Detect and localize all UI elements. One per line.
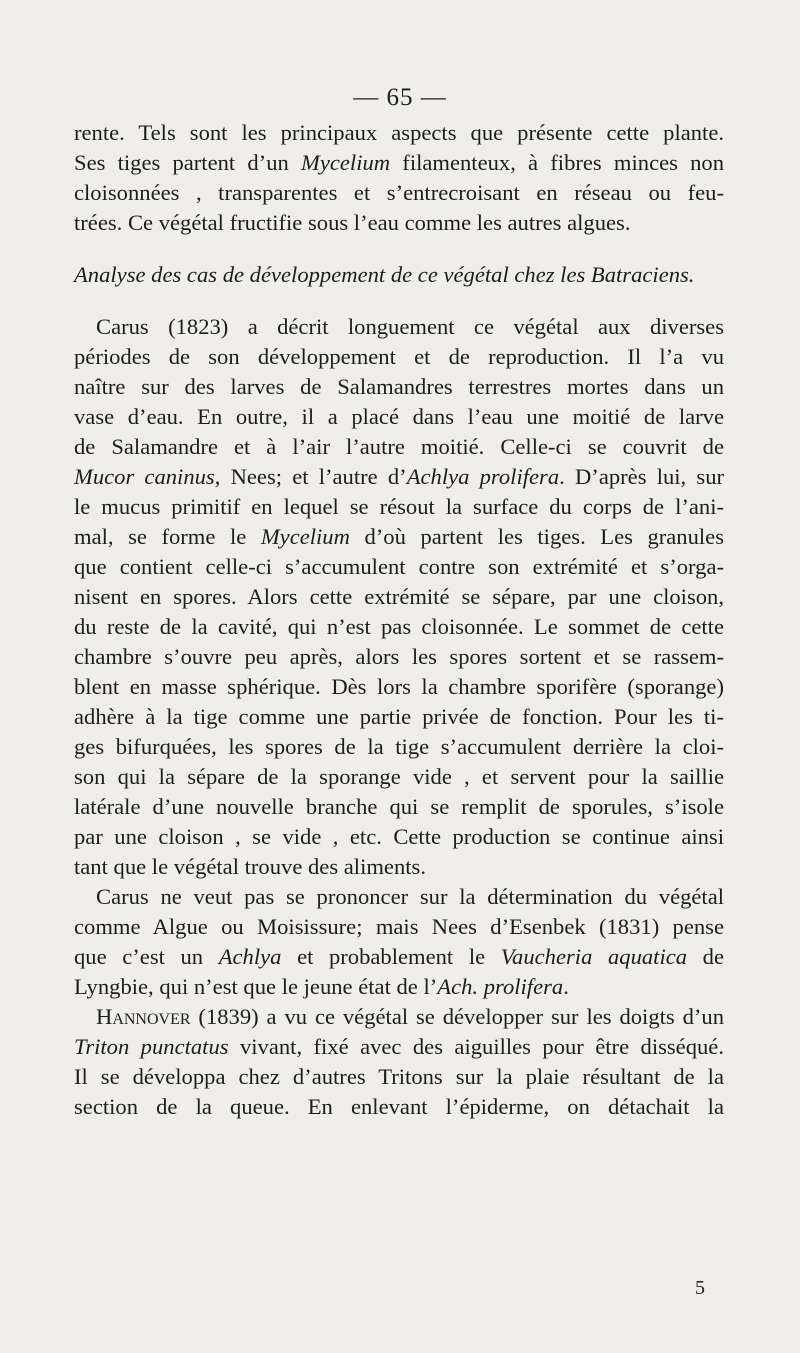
text-line: que contient celle-ci s’accumulent contre son extrémité et s’orga- (74, 554, 724, 579)
text-line: Il se développa chez d’autres Tritons sur la plaie résultant de la (74, 1064, 724, 1089)
text-line: chambre s’ouvre peu après, alors les spores sortent et se rassem- (74, 644, 724, 669)
text-line: périodes de son développement et de reproduction. Il l’a vu (74, 344, 724, 369)
author-name: Hannover (96, 1004, 191, 1029)
text-line: rente. Tels sont les principaux aspects que présente cette plante. (74, 120, 724, 145)
text-line: Carus ne veut pas se prononcer sur la détermination du végétal (96, 884, 724, 909)
text-line: cloisonnées , transparentes et s’entrecroisant en réseau ou feu- (74, 180, 724, 205)
page-number: — 65 — (353, 84, 447, 111)
text-line: Ses tiges partent d’un Mycelium filamenteux, à fibres minces non (74, 150, 725, 175)
paragraph-intro (74, 118, 724, 238)
text-line: comme Algue ou Moisissure; mais Nees d’Esenbek (1831) pense (74, 914, 724, 939)
paragraph-hannover (74, 1002, 724, 1122)
text-line: naître sur des larves de Salamandres terrestres mortes dans un (74, 374, 724, 399)
taxon-name: Achlya prolifera (406, 464, 560, 489)
text-line: blent en masse sphérique. Dès lors la chambre sporifère (sporange) (74, 674, 724, 699)
text-line: Lyngbie, qui n’est que le jeune état de l’Ach. prolifera. (74, 974, 569, 999)
text-line: section de la queue. En enlevant l’épiderme, on détachait la (74, 1094, 724, 1119)
taxon-name: Vaucheria aquatica (500, 944, 688, 969)
text-line: ges bifurquées, les spores de la tige s’accumulent derrière la cloi- (74, 734, 724, 759)
text-line: par une cloison , se vide , etc. Cette production se continue ainsi (74, 824, 724, 849)
text-line: Mucor caninus, Nees; et l’autre d’Achlya prolifera. D’après lui, sur (74, 464, 725, 489)
text-line: Triton punctatus vivant, fixé avec des aiguilles pour être disséqué. (74, 1034, 724, 1059)
text-line: adhère à la tige comme une partie privée de fonction. Pour les ti- (74, 704, 724, 729)
text-line: mal, se forme le Mycelium d’où partent les tiges. Les granules (74, 524, 724, 549)
text-line: tant que le végétal trouve des aliments. (74, 854, 426, 879)
text-line: le mucus primitif en lequel se résout la surface du corps de l’ani- (74, 494, 724, 519)
text-line: de Salamandre et à l’air l’autre moitié. Celle-ci se couvrit de (74, 434, 724, 459)
taxon-name: Mycelium (260, 524, 350, 549)
taxon-name: Mucor caninus (74, 464, 215, 489)
text-line: du reste de la cavité, qui n’est pas cloisonnée. Le sommet de cette (74, 614, 724, 639)
paragraph-carus (74, 312, 724, 882)
text-line: Carus (1823) a décrit longuement ce végétal aux diverses (96, 314, 724, 339)
taxon-name: Achlya (218, 944, 282, 969)
paragraph-nees (74, 882, 724, 1002)
text-line: latérale d’une nouvelle branche qui se remplit de sporules, s’isole (74, 794, 724, 819)
signature-mark: 5 (695, 1277, 705, 1299)
text-line: que c’est un Achlya et probablement le Vaucheria aquatica de (74, 944, 724, 969)
text-line: son qui la sépare de la sporange vide , et servent pour la saillie (74, 764, 724, 789)
text-line: trées. Ce végétal fructifie sous l’eau comme les autres algues. (74, 210, 631, 235)
taxon-name: Ach. prolifera (437, 974, 564, 999)
section-heading: Analyse des cas de développement de ce végétal chez les Batraciens. (74, 262, 695, 287)
text-line: vase d’eau. En outre, il a placé dans l’eau une moitié de larve (74, 404, 724, 429)
text-line: Hannover (1839) a vu ce végétal se développer sur les doigts d’un (96, 1004, 724, 1029)
body-text (74, 118, 724, 1122)
taxon-name: Mycelium (301, 150, 391, 175)
text-line: nisent en spores. Alors cette extrémité se sépare, par une cloison, (74, 584, 724, 609)
taxon-name: Triton punctatus (74, 1034, 229, 1059)
